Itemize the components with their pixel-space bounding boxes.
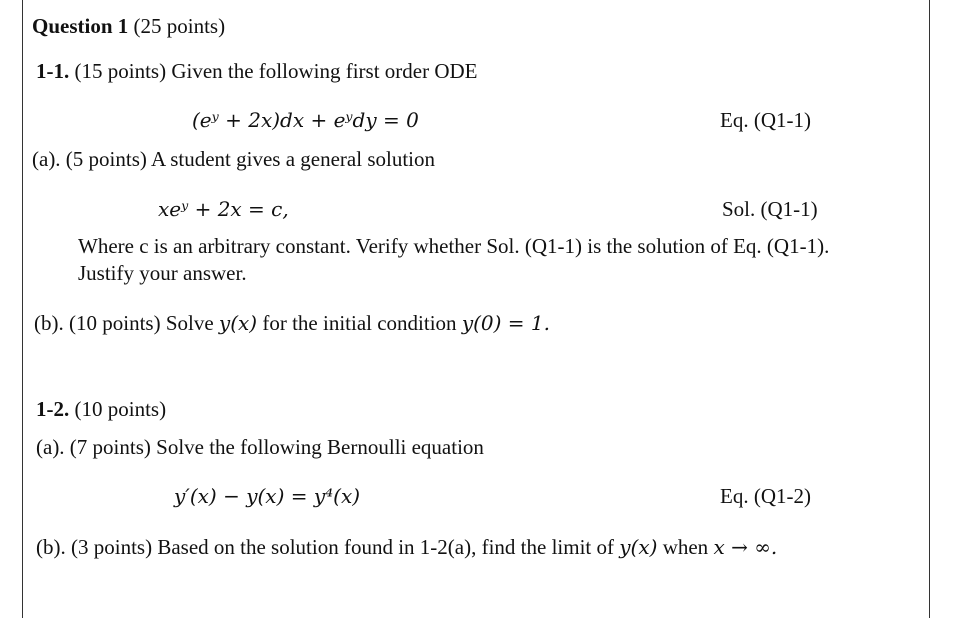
part-1-1-b [34, 313, 550, 334]
part-1-1-a-justify: Justify your answer. [78, 261, 247, 285]
solution-q1-1-tag: Sol. (Q1-1) [722, 197, 818, 221]
equation-q1-1-tag: Eq. (Q1-1) [720, 108, 811, 132]
part-1-1-b-condition-text: for the initial condition [262, 311, 457, 335]
part-1-1-text: (15 points) Given the following first order ODE [74, 59, 478, 83]
part-1-1-a: (a). (5 points) A student gives a general solution [32, 147, 436, 171]
part-1-2-intro [36, 399, 166, 420]
part-1-2-b [36, 537, 777, 558]
part-1-1-intro [36, 61, 478, 82]
part-1-2-b-text: (b). (3 points) Based on the solution found in 1-2(a), find the limit of [36, 535, 614, 559]
question-number: Question 1 [32, 14, 129, 38]
part-1-2-points: (10 points) [74, 397, 167, 421]
question-points: (25 points) [133, 14, 226, 38]
equation-q1-1: (eʸ + 2x)dx + eʸdy = 0 [192, 108, 419, 132]
part-1-2-a: (a). (7 points) Solve the following Bernoulli equation [36, 435, 484, 459]
part-1-2-b-when: when [662, 535, 709, 559]
equation-q1-2-tag: Eq. (Q1-2) [720, 484, 811, 508]
question-frame [22, 0, 930, 618]
equation-q1-2: y′(x) − y(x) = y⁴(x) [174, 484, 361, 508]
part-1-2-b-limit: x → ∞. [713, 535, 778, 559]
part-1-2-number: 1-2. [36, 397, 70, 421]
part-1-1-number: 1-1. [36, 59, 70, 83]
part-1-2-b-function: y(x) [619, 535, 658, 559]
part-1-1-b-function: y(x) [218, 311, 258, 335]
question-heading [32, 16, 225, 37]
part-1-1-a-instruction: Where c is an arbitrary constant. Verify whether Sol. (Q1-1) is the solution of Eq. (Q1-1). [78, 234, 830, 258]
solution-q1-1: xeʸ + 2x = c, [158, 197, 289, 221]
part-1-1-b-initial-condition: y(0) = 1. [461, 311, 550, 335]
part-1-1-b-text: (b). (10 points) Solve [34, 311, 214, 335]
